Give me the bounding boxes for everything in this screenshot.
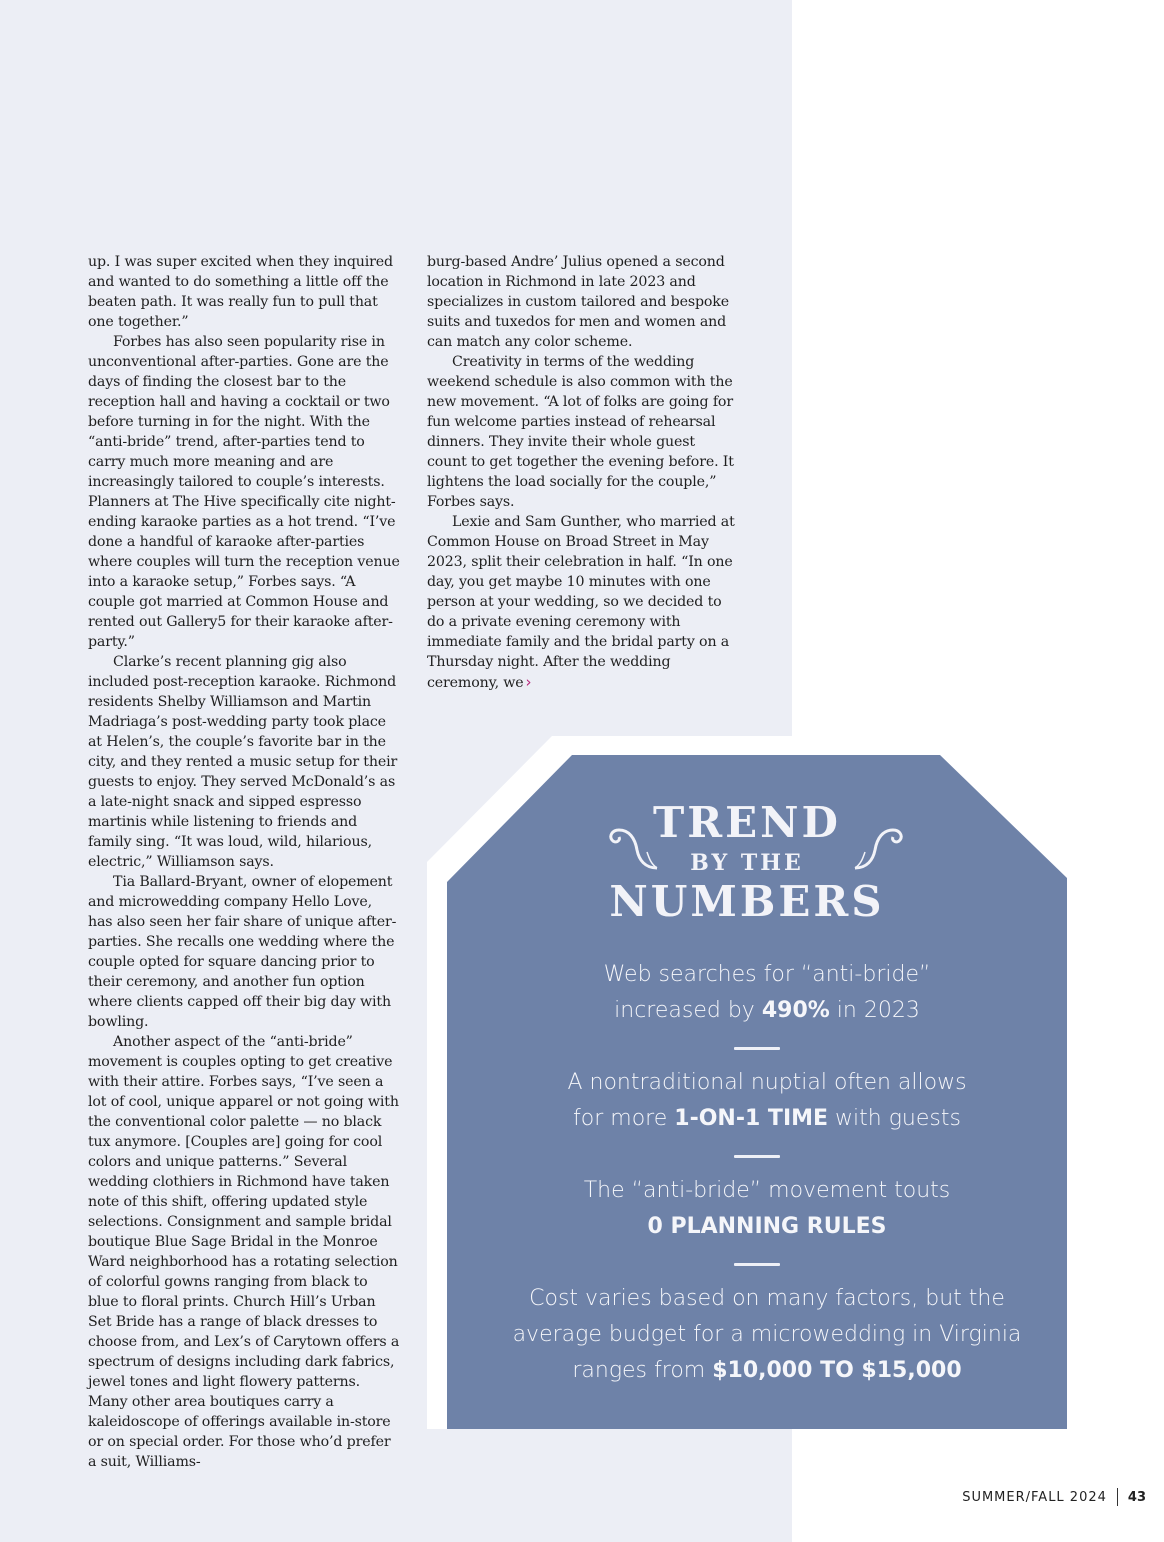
paragraph: Creativity in terms of the wedding weekend schedule is also common with the new movement. “A lot of folks are going for fun welcome parties instead of rehearsal dinners. They invite their whole guest count to get together the evening before. It lightens the load socially for the couple,” Forbes says. — [427, 354, 734, 510]
stat-text: The “anti-bride” movement touts — [583, 1178, 951, 1203]
paragraph: Clarke’s recent planning gig also included post-reception karaoke. Richmond residents Shelby Williamson and Martin Madriaga’s post-wedding party took place at Helen’s, the couple’s favorite bar in the city, and they rented a music setup for their guests to enjoy. They served McDonald’s as a late-night snack and sipped espresso martinis while listening to friends and family sing. “It was loud, wild, hilarious, electric,” Williamson says. — [88, 654, 398, 870]
stat-web-searches — [467, 957, 1067, 1029]
stat-text: average budget for a microwedding in Virginia — [512, 1322, 1022, 1347]
stat-planning-rules — [467, 1173, 1067, 1245]
page-number: 43 — [1127, 1489, 1146, 1505]
paragraph: Another aspect of the “anti-bride” movement is couples opting to get creative with their attire. Forbes says, “I’ve seen a lot of cool, unique apparel or not going with the conventional color palette — no black tux anymore. [Couples are] going for cool colors and unique patterns.” Several wedding clothiers in Richmond have taken note of this shift, offering updated style selections. Consignment and sample bridal boutique Blue Sage Bridal in the Monroe Ward neighborhood has a rotating selection of colorful gowns ranging from black to blue to floral prints. Church Hill’s Urban Set Bride has a range of black dresses to choose from, and Lex’s of Carytown offers a spectrum of designs including dark fabrics, jewel tones and light flowery patterns. Many other area boutiques carry a kaleidoscope of offerings available in-store or on special order. For those who’d prefer a suit, Williams- — [88, 1034, 400, 1470]
stat-divider — [734, 1047, 780, 1050]
paragraph: burg-based Andre’ Julius opened a second location in Richmond in late 2023 and specializes in custom tailored and bespoke suits and tuxedos for men and women and can match any color scheme. — [427, 254, 730, 350]
trend-by-the-numbers-sidebar — [427, 736, 1067, 1429]
stat-divider — [734, 1155, 780, 1158]
stat-highlight: 490% — [761, 998, 830, 1023]
stat-divider — [734, 1263, 780, 1266]
footer-divider — [1117, 1488, 1118, 1506]
paragraph-text: Lexie and Sam Gunther, who married at Common House on Broad Street in May 2023, split their celebration in half. “In one day, you get maybe 10 minutes with one person at your wedding, so we decided to do a private evening ceremony with immediate family and the bridal party on a Thursday night. After the wedding ceremony, we — [427, 514, 735, 691]
stat-text: for more — [573, 1106, 668, 1131]
paragraph: Forbes has also seen popularity rise in unconventional after-parties. Gone are the days of finding the closest bar to the reception hall and having a cocktail or two before turning in for the night. With the “anti-bride” trend, after-parties tend to carry much more meaning and are increasingly tailored to couple’s interests. Planners at The Hive specifically cite night-ending karaoke parties as a hot trend. “I’ve done a handful of karaoke after-parties where couples will turn the reception venue into a karaoke setup,” Forbes says. “A couple got married at Common House and rented out Gallery5 for their karaoke after-party.” — [88, 334, 400, 650]
stat-text: A nontraditional nuptial often allows — [567, 1070, 967, 1095]
article-column-right — [427, 252, 737, 693]
stat-highlight: 1-ON-1 TIME — [674, 1106, 829, 1131]
stat-text: Cost varies based on many factors, but the — [529, 1286, 1005, 1311]
article-column-left — [88, 252, 400, 1472]
stat-text: in 2023 — [829, 998, 920, 1023]
continue-arrow-icon: › — [525, 673, 532, 691]
page-footer — [962, 1488, 1146, 1506]
stat-text: with guests — [828, 1106, 961, 1131]
stat-text: increased by — [614, 998, 755, 1023]
issue-label: SUMMER/FALL 2024 — [962, 1489, 1107, 1505]
paragraph — [427, 512, 737, 693]
stat-highlight: 0 PLANNING RULES — [647, 1214, 887, 1239]
stat-highlight: $10,000 TO $15,000 — [712, 1358, 962, 1383]
sidebar-title-trend: TREND — [653, 798, 841, 847]
sidebar-title-numbers: NUMBERS — [609, 877, 885, 926]
paragraph: Tia Ballard-Bryant, owner of elopement and microwedding company Hello Love, has also seen her fair share of unique after-parties. She recalls one wedding where the couple opted for square dancing prior to their ceremony, and another fun option where clients capped off their big day with bowling. — [88, 874, 397, 1030]
stat-microwedding-budget — [467, 1281, 1067, 1389]
paragraph: up. I was super excited when they inquired and wanted to do something a little off the beaten path. It was really fun to pull that one together.” — [88, 254, 393, 330]
stat-text: ranges from — [572, 1358, 706, 1383]
stat-one-on-one-time — [467, 1065, 1067, 1137]
sidebar-title-by-the: BY THE — [690, 850, 804, 876]
stat-text: Web searches for “anti-bride” — [603, 962, 931, 987]
